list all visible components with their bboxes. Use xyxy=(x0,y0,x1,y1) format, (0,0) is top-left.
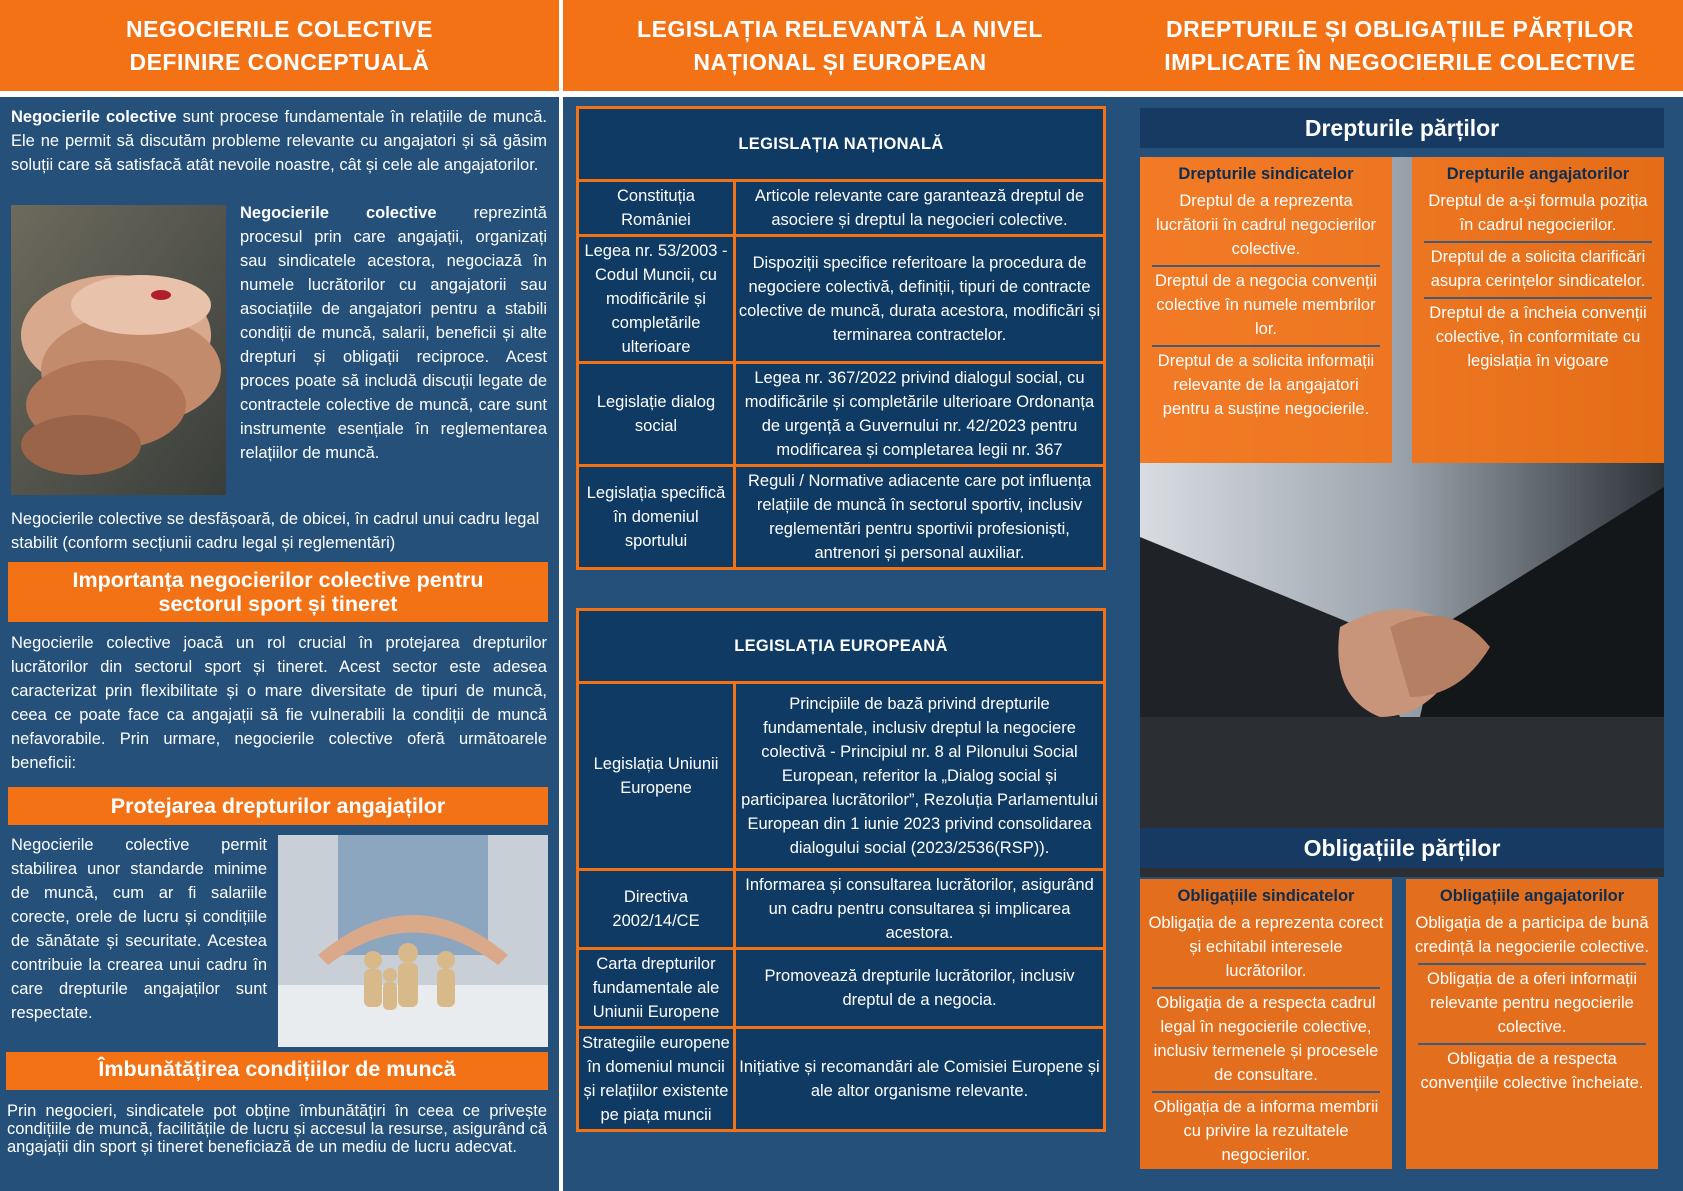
header-col1-line2: DEFINIRE CONCEPTUALĂ xyxy=(129,48,430,75)
law-description: Inițiative și recomandări ale Comisiei Europene și ale altor organisme relevante. xyxy=(735,1028,1105,1131)
national-title: LEGISLAȚIA NAȚIONALĂ xyxy=(578,108,1105,181)
header-col1 xyxy=(0,0,559,91)
list-item: Dreptul de a negocia convenții colective în numele membrilor lor. xyxy=(1155,272,1377,338)
protect-title-text: Protejarea drepturilor angajaților xyxy=(110,794,446,818)
table-row xyxy=(578,683,1105,870)
law-description: Articole relevante care garantează dreptul de asociere și dreptul la negocieri colective. xyxy=(735,181,1105,236)
importance-paragraph: Negocierile colective joacă un rol crucial în protejarea drepturilor lucrătorilor din sectorul sport și tineret. Acest sector este adesea caracterizat prin flexibilitate și o mare diversitate de tipuri de muncă, ceea ce poate face ca angajații să fie vulnerabili la condiții de muncă nefavorabile. Prin urmare, negocierile colective oferă următoarele beneficii: xyxy=(11,634,547,772)
header-col3-line1: DREPTURILE ȘI OBLIGAȚIILE PĂRȚILOR xyxy=(1165,15,1635,42)
protect-paragraph: Negocierile colective permit stabilirea unor standarde minime de muncă, cum ar fi salariile corecte, orele de lucru și condițiile de sănătate și securitate. Acestea contribuie la crearea unui cadru în care drepturile angajaților sunt respectate. xyxy=(11,836,267,1022)
header-col1-line1: NEGOCIERILE COLECTIVE xyxy=(126,15,433,42)
list-item: Dreptul de a solicita informații relevante de la angajatori pentru a susține negocierile. xyxy=(1157,352,1375,418)
table-row xyxy=(578,363,1105,466)
item-divider xyxy=(1152,987,1380,989)
intro-text: sunt procese fundamentale în relațiile de muncă. Ele ne permit să discutăm probleme relevante cu angajatori și să găsim soluții care să satisfacă atât nevoile noastre, cât și cele ale angajatorilor. xyxy=(11,108,547,174)
list-item: Obligația de a reprezenta corect și echitabil interesele lucrătorilor. xyxy=(1148,914,1384,980)
item-divider xyxy=(1424,297,1652,299)
improve-title xyxy=(6,1052,548,1090)
list-item: Obligația de a participa de bună credință la negocierile colective. xyxy=(1415,914,1649,956)
list-item: Obligația de a informa membrii cu privire la rezultatele negocierilor. xyxy=(1153,1098,1379,1164)
protect-title xyxy=(8,787,548,825)
intro-paragraph xyxy=(11,105,547,177)
hands-image-icon xyxy=(11,205,226,495)
list-item: Obligația de a oferi informații relevante pentru negocierile colective. xyxy=(1426,970,1638,1036)
employer-obligations-title: Obligațiile angajatorilor xyxy=(1439,887,1625,905)
table-row xyxy=(578,949,1105,1028)
item-divider xyxy=(1418,1043,1646,1045)
law-description: Reguli / Normative adiacente care pot influența relațiile de muncă în sectorul sportiv, inclusiv reglementări pentru sportivii profesioniști, antrenori și personal auxiliar. xyxy=(735,466,1105,569)
union-rights-title: Drepturile sindicatelor xyxy=(1178,165,1354,183)
header-col3 xyxy=(1117,0,1683,91)
union-obligations-box xyxy=(1140,879,1392,1169)
item-divider xyxy=(1418,963,1646,965)
item-divider xyxy=(1152,345,1380,347)
protection-photo xyxy=(278,835,548,1047)
intro-bold: Negocierile colective xyxy=(11,108,177,126)
list-item: Dreptul de a reprezenta lucrătorii în cadrul negocierilor colective. xyxy=(1155,192,1377,258)
item-divider xyxy=(1152,265,1380,267)
law-name: Strategiile europene în domeniul muncii și relațiilor existente pe piața muncii xyxy=(578,1028,735,1131)
law-name: Legislația specifică în domeniul sportului xyxy=(578,466,735,569)
law-name: Directiva 2002/14/CE xyxy=(578,870,735,949)
list-item: Dreptul de a încheia convenții colective, în conformitate cu legislația în vigoare xyxy=(1429,304,1647,370)
importance-title-text: Importanța negocierilor colective pentru sectorul sport și tineret xyxy=(72,568,484,616)
item-divider xyxy=(1152,1091,1380,1093)
employer-obligations-box xyxy=(1406,879,1658,1169)
improve-paragraph: Prin negocieri, sindicatele pot obține îmbunătățiri în ceea ce privește condițiile de muncă, facilitățile de lucru și accesul la resurse, asigurând că angajații din sport și tineret beneficiază de un mediu de lucru adecvat. xyxy=(7,1102,547,1156)
employer-rights-box xyxy=(1412,157,1664,463)
union-rights-box xyxy=(1140,157,1392,463)
table-row xyxy=(578,870,1105,949)
list-item: Dreptul de a solicita clarificări asupra cerințelor sindicatelor. xyxy=(1430,248,1646,290)
law-name: Carta drepturilor fundamentale ale Uniunii Europene xyxy=(578,949,735,1028)
header-col2-line1: LEGISLAȚIA RELEVANTĂ LA NIVEL xyxy=(637,15,1043,42)
rights-title: Drepturile părților xyxy=(1140,108,1664,148)
national-legislation-table xyxy=(576,106,1106,570)
column-definition xyxy=(0,97,559,1191)
obligations-title: Obligațiile părților xyxy=(1140,828,1664,868)
law-name: Constituția României xyxy=(578,181,735,236)
european-title: LEGISLAȚIA EUROPEANĂ xyxy=(578,610,1105,683)
european-legislation-table xyxy=(576,608,1106,1132)
law-description: Promovează drepturile lucrătorilor, inclusiv dreptul de a negocia. xyxy=(735,949,1105,1028)
hands-photo xyxy=(11,205,226,495)
table-row xyxy=(578,181,1105,236)
item-divider xyxy=(1424,241,1652,243)
improve-title-text: Îmbunătățirea condițiilor de muncă xyxy=(98,1057,456,1081)
protection-image-icon xyxy=(278,835,548,1047)
framework-paragraph: Negocierile colective se desfășoară, de obicei, în cadrul unui cadru legal stabilit (conform secțiunii cadru legal și reglementări) xyxy=(11,510,540,552)
table-row xyxy=(578,236,1105,363)
list-item: Obligația de a respecta cadrul legal în negocierile colective, inclusiv termenele și procesele de consultare. xyxy=(1153,994,1379,1084)
law-description: Dispoziții specifice referitoare la procedura de negociere colectivă, definiții, tipuri de contracte colective de muncă, durata acestora, modificări și terminarea contractelor. xyxy=(735,236,1105,363)
list-item: Obligația de a respecta convențiile colective încheiate. xyxy=(1420,1050,1644,1092)
header-col2 xyxy=(563,0,1117,91)
definition-paragraph xyxy=(240,201,547,465)
table-row xyxy=(578,466,1105,569)
law-name: Legislație dialog social xyxy=(578,363,735,466)
definition-text: reprezintă procesul prin care angajații, organizați sau sindicatele acestora, negociază în numele lucrătorilor cu angajatorii sau asociațiile de angajatori pentru a stabili condiții de muncă, salarii, beneficii și alte drepturi și obligații reciproce. Acest proces poate să includă discuții legate de contractele colective de muncă, care sunt instrumente esențiale în reglementarea relațiilor de muncă. xyxy=(240,204,547,462)
law-name: Legea nr. 53/2003 - Codul Muncii, cu modificările și completările ulterioare xyxy=(578,236,735,363)
column-legislation xyxy=(563,97,1123,1191)
definition-bold: Negocierile colective xyxy=(240,204,437,222)
header-col3-line2: IMPLICATE ÎN NEGOCIERILE COLECTIVE xyxy=(1164,48,1636,75)
column-rights-obligations xyxy=(1123,97,1683,1191)
law-description: Legea nr. 367/2022 privind dialogul social, cu modificările și completările ulterioare Ordonanța de urgență a Guvernului nr. 42/2023 pentru modificarea și completarea legii nr. 367 xyxy=(735,363,1105,466)
table-row xyxy=(578,1028,1105,1131)
law-description: Principiile de bază privind drepturile fundamentale, inclusiv dreptul la negociere colectivă - Principiul nr. 8 al Pilonului Social European, referitor la „Dialog social și participarea lucrătorilor”, Rezoluția Parlamentului European din 1 iunie 2023 privind consolidarea dialogului social (2023/2536(RSP)). xyxy=(735,683,1105,870)
employer-rights-title: Drepturile angajatorilor xyxy=(1446,165,1630,183)
importance-title xyxy=(8,562,548,622)
union-obligations-title: Obligațiile sindicatelor xyxy=(1177,887,1355,905)
header-col2-line2: NAȚIONAL ȘI EUROPEAN xyxy=(693,48,987,75)
list-item: Dreptul de a-și formula poziția în cadrul negocierilor. xyxy=(1428,192,1648,234)
law-name: Legislația Uniunii Europene xyxy=(578,683,735,870)
law-description: Informarea și consultarea lucrătorilor, asigurând un cadru pentru consultarea și implicarea acestora. xyxy=(735,870,1105,949)
